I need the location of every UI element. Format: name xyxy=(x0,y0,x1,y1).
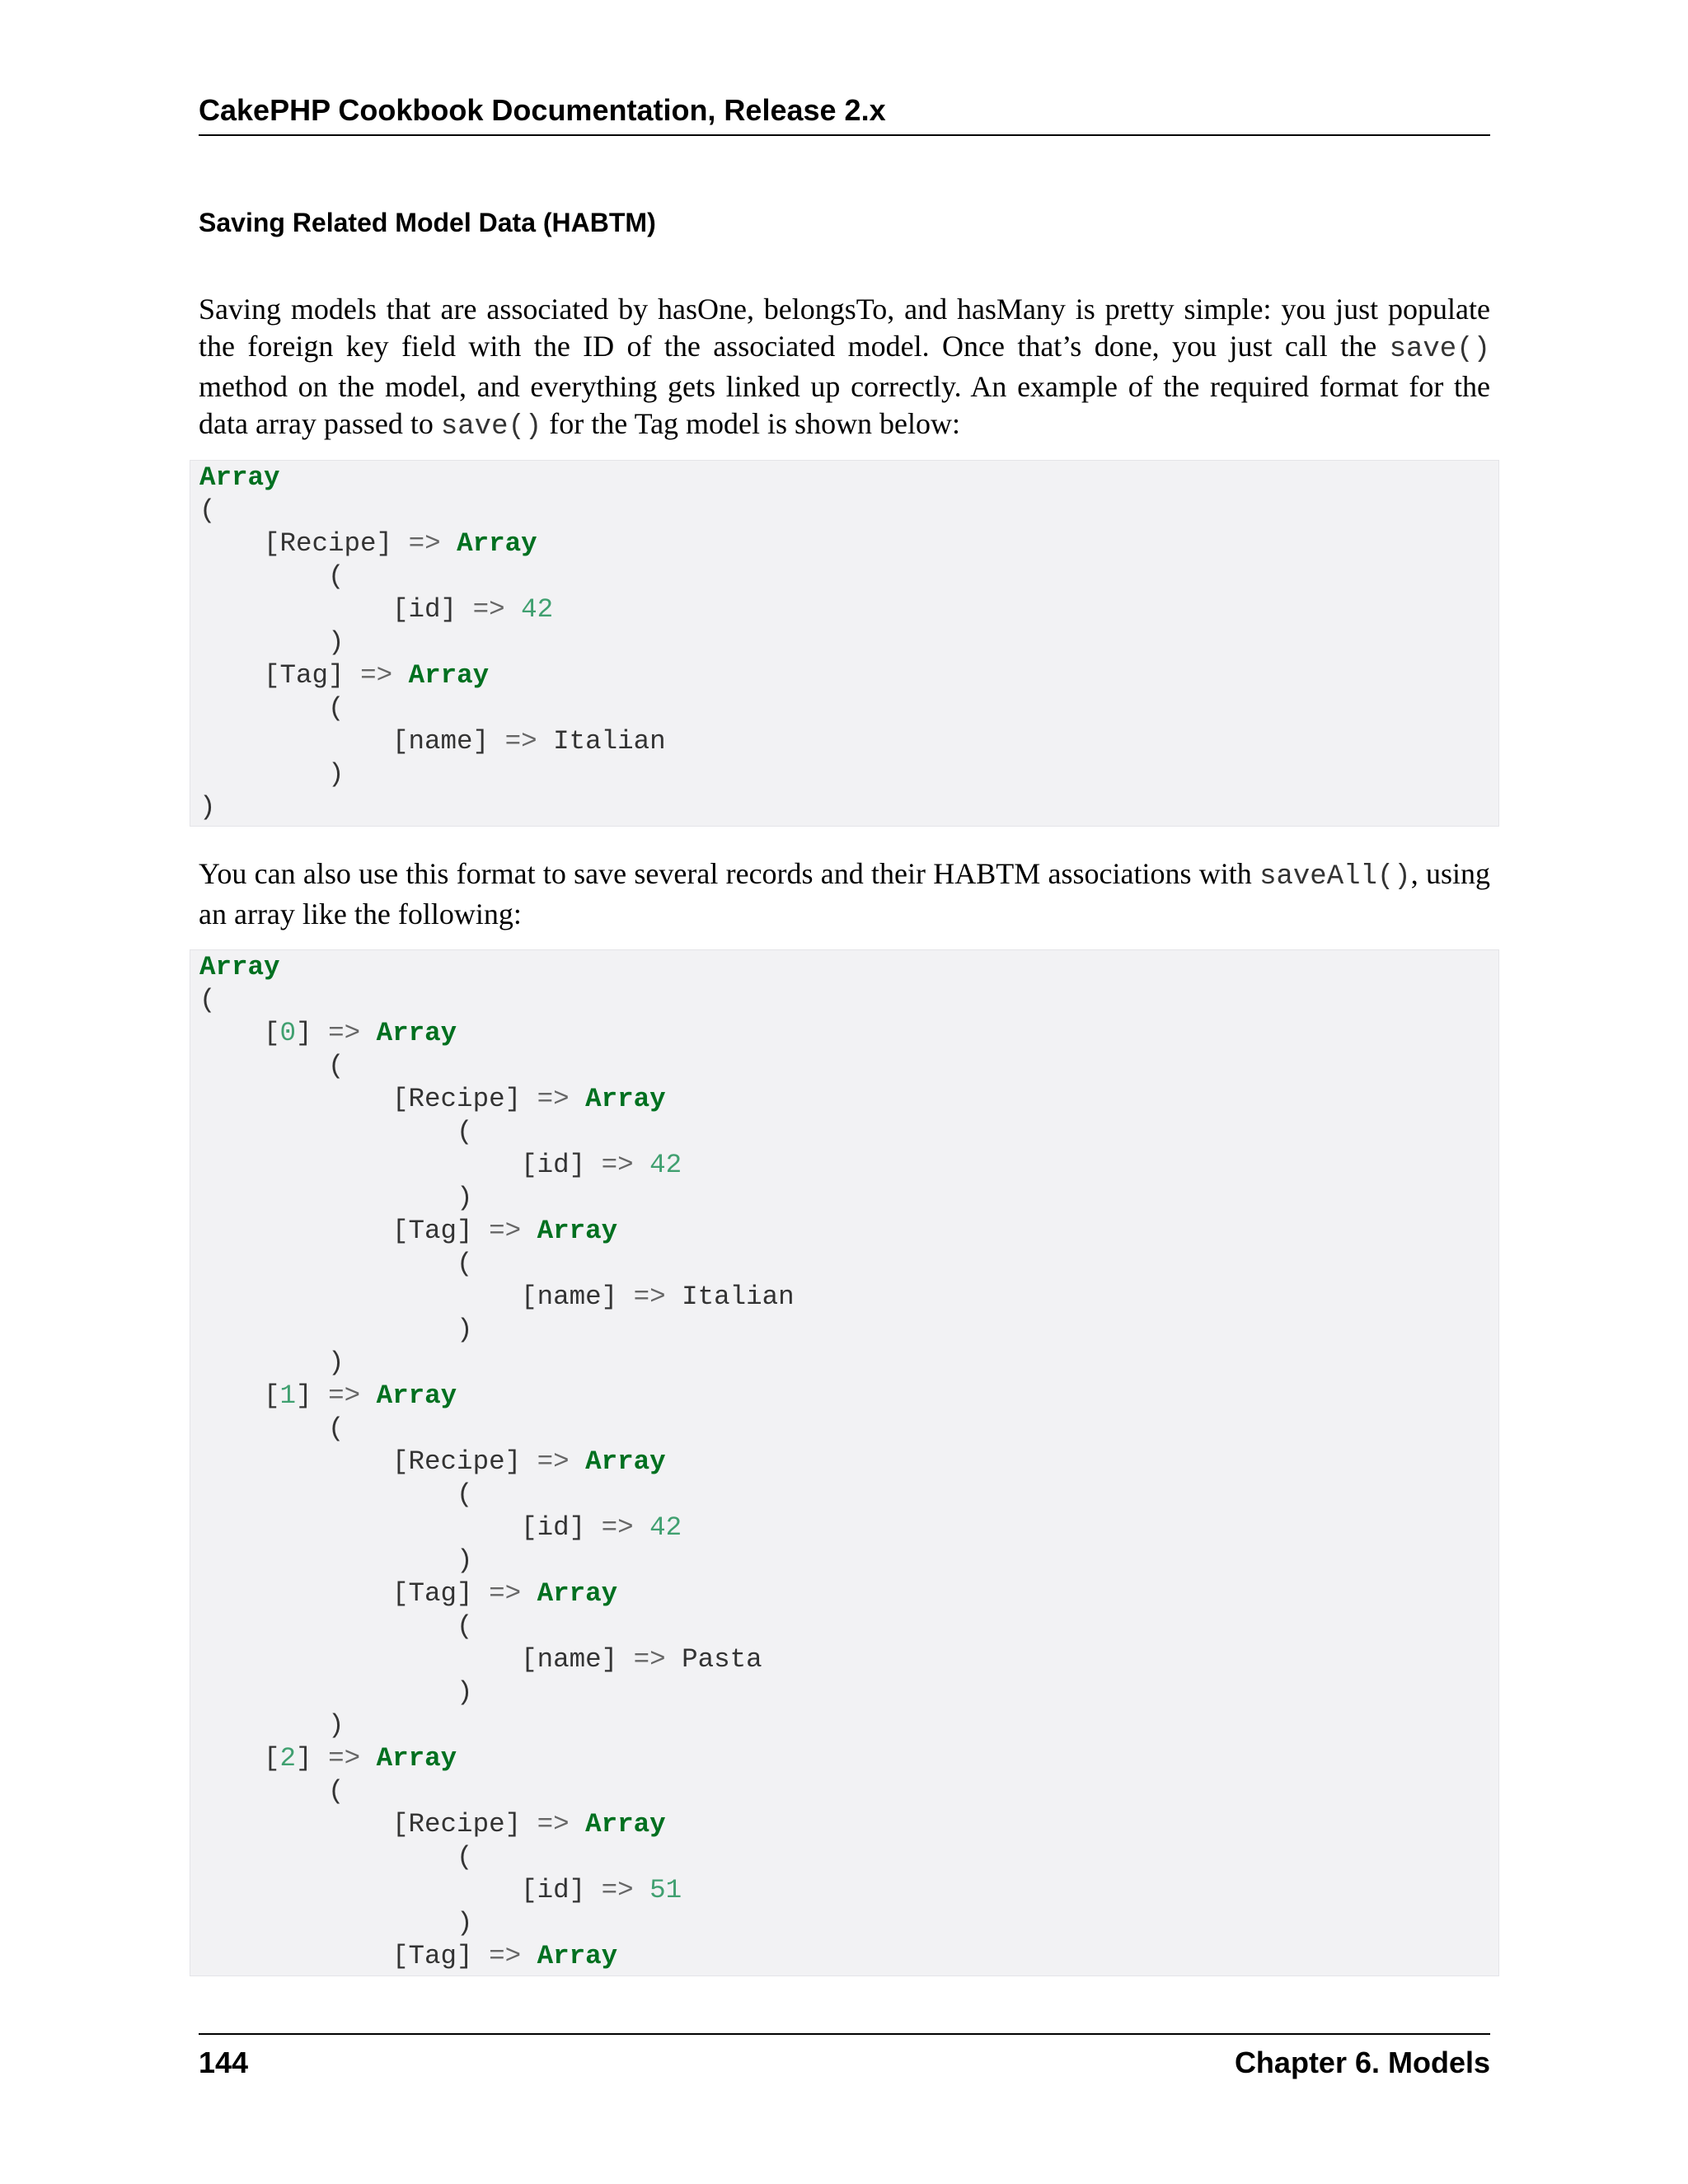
code-arrow: => xyxy=(360,660,393,691)
code-key-id: [id] xyxy=(521,1875,586,1905)
code-arrow: => xyxy=(537,1446,570,1477)
code-id-value: 42 xyxy=(649,1150,682,1180)
code-arrow: => xyxy=(328,1018,361,1048)
header-rule xyxy=(199,134,1490,136)
code-arrow: => xyxy=(601,1512,634,1543)
code-array-keyword: Array xyxy=(199,952,280,982)
code-arrow: => xyxy=(328,1743,361,1774)
intro-paragraph xyxy=(199,291,1490,446)
code-key-id: [id] xyxy=(392,594,457,625)
code-key-name: [name] xyxy=(521,1282,618,1312)
code-key-recipe: [Recipe] xyxy=(264,528,393,559)
code-key-tag: [Tag] xyxy=(392,1941,473,1971)
code-key-name: [name] xyxy=(392,726,490,757)
code-arrow: => xyxy=(633,1282,666,1312)
code-arrow: => xyxy=(601,1150,634,1180)
intro-text-1: Saving models that are associated by hasOne, belongsTo, and hasMany is pretty simple: you just populate the foreign key field with the ID of the associated model. Once that’s done, you just call the xyxy=(199,293,1490,363)
code-key-id: [id] xyxy=(521,1150,586,1180)
code-key-tag: [Tag] xyxy=(392,1216,473,1246)
code-index: 2 xyxy=(279,1743,297,1774)
code-listing: Array ( [0] => Array ( [Recipe] => Array ( [id] => 42 ) [Tag] => Array ( [name] => Italian ) ) [1] => Array ( [Recipe] => Array ( [id] => 42 ) [Tag] => Array ( [name] => Pasta ) ) [2] => Array ( [Recipe] => Array ( [id] => 51 ) [Tag] => Array xyxy=(199,952,795,1971)
footer-rule xyxy=(199,2033,1490,2035)
code-index: 1 xyxy=(279,1380,297,1411)
code-listing: Array ( [Recipe] => Array ( [id] => 42 ) [Tag] => Array ( [name] => Italian ) ) xyxy=(199,462,666,823)
code-key-recipe: [Recipe] xyxy=(392,1809,522,1840)
saveall-paragraph xyxy=(199,855,1490,933)
code-id-value: 51 xyxy=(649,1875,682,1905)
code-key-tag: [Tag] xyxy=(392,1578,473,1609)
code-array-keyword: Array xyxy=(585,1809,666,1840)
code-arrow: => xyxy=(328,1380,361,1411)
saveall-text-1: You can also use this format to save several records and their HABTM associations with xyxy=(199,857,1260,890)
code-array-keyword: Array xyxy=(408,660,490,691)
code-arrow: => xyxy=(537,1809,570,1840)
code-arrow: => xyxy=(489,1941,522,1971)
code-key-name: [name] xyxy=(521,1644,618,1675)
section-title: Saving Related Model Data (HABTM) xyxy=(199,208,656,237)
code-arrow: => xyxy=(489,1578,522,1609)
code-name-value: Pasta xyxy=(682,1644,762,1675)
code-array-keyword: Array xyxy=(585,1084,666,1114)
code-array-keyword: Array xyxy=(457,528,537,559)
code-array-keyword: Array xyxy=(376,1743,457,1774)
code-arrow: => xyxy=(504,726,537,757)
code-array-keyword: Array xyxy=(537,1578,618,1609)
code-block-tag-example xyxy=(190,460,1499,827)
saveall-text-2: , using an array like the following: xyxy=(199,857,1490,930)
code-key-tag: [Tag] xyxy=(264,660,345,691)
code-name-value: Italian xyxy=(553,726,666,757)
code-arrow: => xyxy=(633,1644,666,1675)
code-arrow: => xyxy=(408,528,441,559)
code-array-keyword: Array xyxy=(376,1380,457,1411)
code-id-value: 42 xyxy=(521,594,554,625)
code-arrow: => xyxy=(537,1084,570,1114)
code-id-value: 42 xyxy=(649,1512,682,1543)
code-block-saveall-example xyxy=(190,949,1499,1976)
chapter-title: Chapter 6. Models xyxy=(1234,2046,1490,2079)
page-number: 144 xyxy=(199,2046,249,2079)
intro-text-3: for the Tag model is shown below: xyxy=(542,407,961,440)
code-arrow: => xyxy=(601,1875,634,1905)
inline-code-save: save() xyxy=(1389,334,1490,365)
inline-code-save-2: save() xyxy=(440,411,542,443)
inline-code-saveall: saveAll() xyxy=(1259,861,1411,893)
code-key-recipe: [Recipe] xyxy=(392,1084,522,1114)
code-arrow: => xyxy=(472,594,505,625)
code-key-id: [id] xyxy=(521,1512,586,1543)
code-key-recipe: [Recipe] xyxy=(392,1446,522,1477)
code-array-keyword: Array xyxy=(537,1941,618,1971)
code-arrow: => xyxy=(489,1216,522,1246)
code-array-keyword: Array xyxy=(585,1446,666,1477)
code-index: 0 xyxy=(279,1018,297,1048)
code-array-keyword: Array xyxy=(199,462,280,493)
intro-text-2: method on the model, and everything gets linked up correctly. An example of the required format for the data array passed to xyxy=(199,370,1490,440)
running-header: CakePHP Cookbook Documentation, Release 2.x xyxy=(199,93,886,127)
code-name-value: Italian xyxy=(682,1282,795,1312)
code-array-keyword: Array xyxy=(376,1018,457,1048)
code-array-keyword: Array xyxy=(537,1216,618,1246)
